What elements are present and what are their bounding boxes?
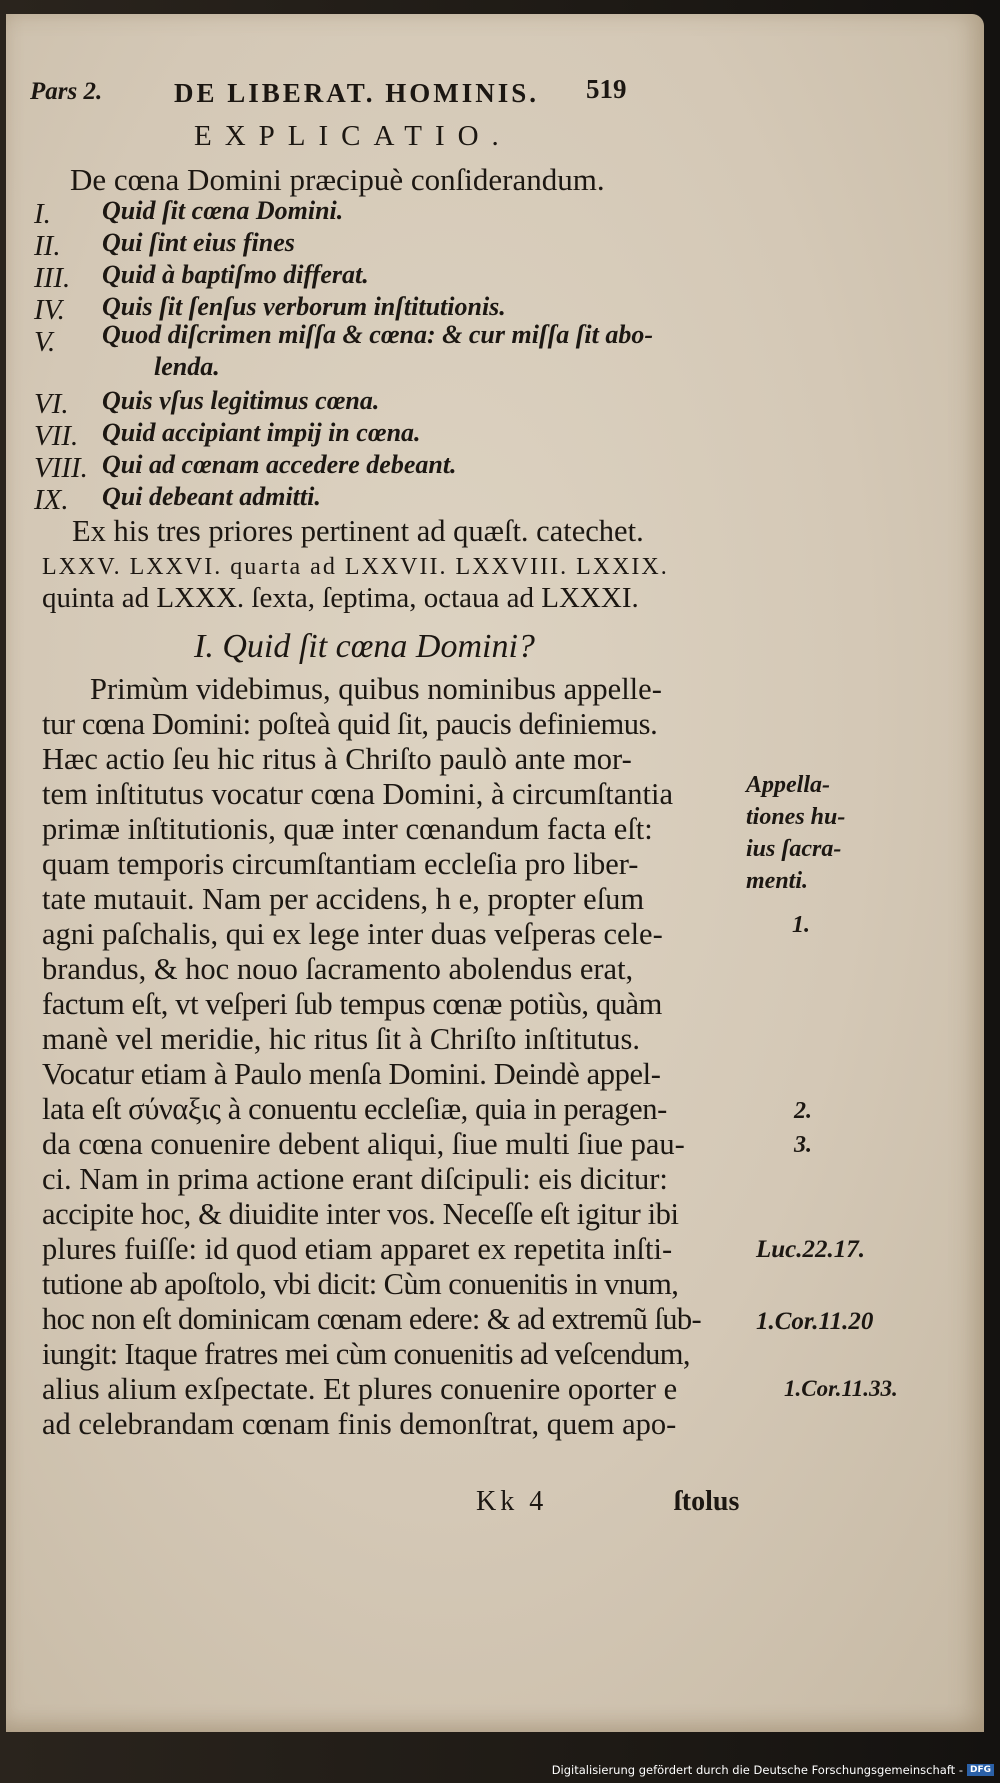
running-head-left: Pars 2.	[30, 78, 103, 105]
body-line: ad celebrandam cœnam finis demonſtrat, quem apo-	[42, 1407, 677, 1441]
question-number: VII.	[34, 420, 79, 452]
body-line: tutione ab apoſtolo, vbi dicit: Cùm conuenitis in vnum,	[42, 1267, 679, 1301]
body-line: lata eſt σύναξις à conuentu eccleſiæ, quia in peragen-	[42, 1092, 667, 1126]
body-line: primæ inſtitutionis, quæ inter cœnandum facta eſt:	[42, 812, 653, 846]
margin-note: Appella-	[746, 772, 830, 798]
body-line: accipite hoc, & diuidite inter vos. Neceſſe eſt igitur ibi	[42, 1197, 679, 1231]
body-line: hoc non eſt dominicam cœnam edere: & ad extremũ ſub-	[42, 1302, 702, 1336]
body-line: ci. Nam in prima actione erant diſcipuli: eis dicitur:	[42, 1162, 668, 1196]
summary-line: quinta ad LXXX. ſexta, ſeptima, octaua ad LXXXI.	[42, 582, 639, 614]
body-line: agni paſchalis, qui ex lege inter duas veſperas cele-	[42, 917, 663, 951]
question-number: IV.	[34, 294, 65, 326]
margin-reference: 1.Cor.11.20	[756, 1308, 874, 1335]
body-line: tur cœna Domini: poſteà quid ſit, paucis definiemus.	[42, 707, 658, 741]
question-number: VI.	[34, 388, 69, 420]
margin-note: tiones hu-	[746, 804, 846, 830]
question-text: Quis vſus legitimus cœna.	[102, 386, 380, 415]
margin-note-number: 3.	[794, 1132, 812, 1158]
body-line: quam temporis circumſtantiam eccleſia pro liber-	[42, 847, 639, 881]
question-text: Quid ſit cœna Domini.	[102, 196, 344, 225]
summary-line: LXXV. LXXVI. quarta ad LXXVII. LXXVIII. LXXIX.	[42, 554, 669, 580]
question-text: Quid accipiant impij in cœna.	[102, 418, 421, 447]
margin-note-number: 1.	[792, 912, 810, 938]
body-line: tem inſtitutus vocatur cœna Domini, à circumſtantia	[42, 777, 674, 811]
catchword: ſtolus	[674, 1486, 740, 1517]
summary-line: Ex his tres priores pertinent ad quæſt. catechet.	[72, 514, 644, 548]
question-text: Qui ſint eius fines	[102, 228, 295, 257]
question-text-continuation: lenda.	[154, 352, 220, 381]
question-number: V.	[34, 326, 56, 358]
question-text: Qui ad cœnam accedere debeant.	[102, 450, 457, 479]
question-text: Quis ſit ſenſus verborum inſtitutionis.	[102, 292, 506, 321]
page-number: 519	[586, 74, 627, 104]
section-title: EXPLICATIO.	[194, 120, 512, 152]
body-line: Vocatur etiam à Paulo menſa Domini. Deindè appel-	[42, 1057, 661, 1091]
question-number: VIII.	[34, 452, 88, 484]
body-line: Primùm videbimus, quibus nominibus appelle-	[90, 672, 662, 706]
body-line: iungit: Itaque fratres mei cùm conuenitis ad veſcendum,	[42, 1337, 690, 1371]
body-line: Hæc actio ſeu hic ritus à Chriſto paulò ante mor-	[42, 742, 632, 776]
body-line: manè vel meridie, hic ritus ſit à Chriſto inſtitutus.	[42, 1022, 641, 1056]
margin-reference: Luc.22.17.	[756, 1236, 866, 1263]
question-number: III.	[34, 262, 71, 294]
margin-note: ius ſacra-	[746, 836, 842, 862]
body-line: factum eſt, vt veſperi ſub tempus cœnæ potiùs, quàm	[42, 987, 662, 1021]
body-line: da cœna conuenire debent aliqui, ſiue multi ſiue pau-	[42, 1127, 685, 1161]
digitization-credit	[552, 1763, 994, 1777]
margin-note-number: 2.	[794, 1098, 812, 1124]
margin-note: menti.	[746, 868, 809, 894]
running-head-title: DE LIBERAT. HOMINIS.	[174, 78, 540, 108]
body-line: brandus, & hoc nouo ſacramento abolendus erat,	[42, 952, 634, 986]
body-line: tate mutauit. Nam per accidens, h e, propter eſum	[42, 882, 645, 916]
lead-sentence: De cœna Domini præcipuè conſiderandum.	[70, 162, 605, 197]
dfg-logo: DFG	[967, 1764, 994, 1776]
section-heading: I. Quid ſit cœna Domini?	[194, 628, 535, 665]
question-text: Quod diſcrimen miſſa & cœna: & cur miſſa ſit abo-	[102, 320, 654, 349]
body-line: plures fuiſſe: id quod etiam apparet ex repetita inſti-	[42, 1232, 673, 1266]
question-number: I.	[34, 198, 51, 230]
margin-reference: 1.Cor.11.33.	[784, 1376, 898, 1401]
question-number: IX.	[34, 484, 69, 516]
question-number: II.	[34, 230, 61, 262]
book-page	[6, 14, 984, 1732]
question-text: Quid à baptiſmo differat.	[102, 260, 369, 289]
credit-text: Digitalisierung gefördert durch die Deutsche Forschungsgemeinschaft -	[551, 1763, 963, 1777]
question-text: Qui debeant admitti.	[102, 482, 321, 511]
body-line: alius alium exſpectate. Et plures conuenire oporter e	[42, 1372, 678, 1406]
signature-mark: Kk 4	[476, 1486, 548, 1517]
